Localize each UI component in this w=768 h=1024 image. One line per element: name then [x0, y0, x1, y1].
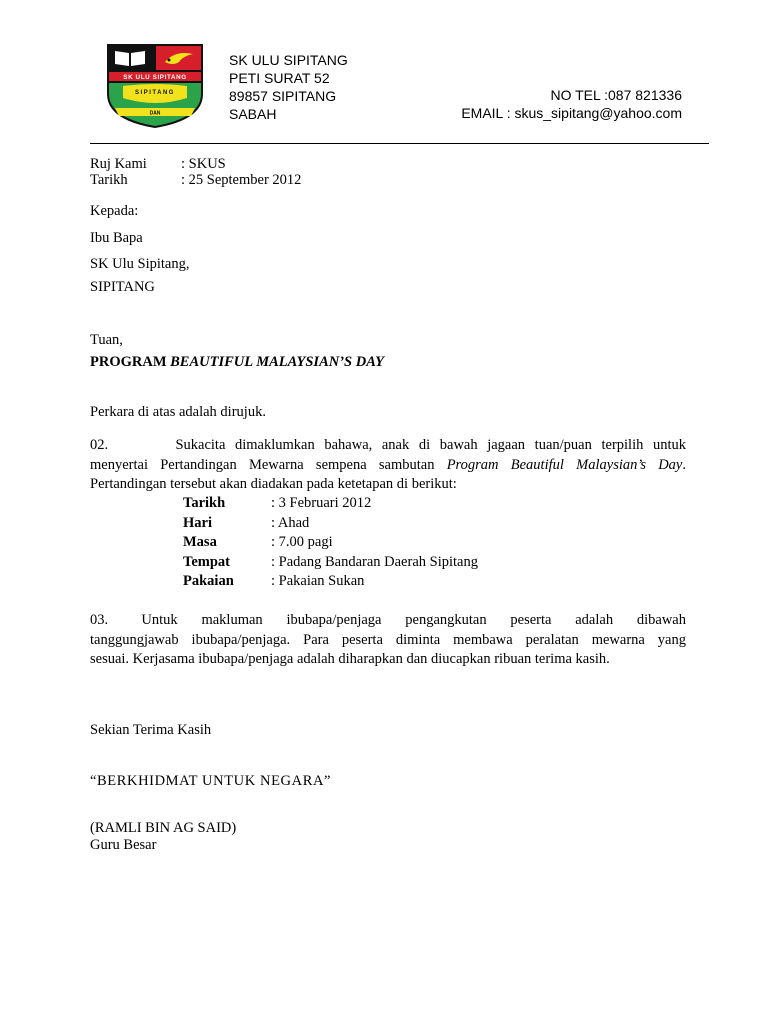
detail-label: Tarikh — [183, 495, 226, 511]
ruj-value: : SKUS — [181, 156, 226, 172]
paragraph-02-line-2-b: . — [682, 456, 686, 473]
telephone: NO TEL :087 821336 — [550, 87, 682, 103]
detail-row — [183, 553, 478, 573]
tarikh-label: Tarikh — [90, 172, 128, 188]
paragraph-03 — [90, 611, 686, 670]
paragraph-02 — [90, 436, 686, 495]
program-name-italic: Program Beautiful Malaysian’s Day — [446, 456, 683, 473]
salutation: Tuan, — [90, 332, 123, 348]
intro-line: Perkara di atas adalah dirujuk. — [90, 404, 266, 420]
paragraph-02-line-2-a: menyertai Pertandingan Mewarna sempena sambutan — [90, 456, 447, 473]
paragraph-03-line-2: tanggungjawab ibubapa/penjaga. Para peserta diminta membawa peralatan mewarna yang — [90, 631, 686, 648]
detail-value: : 7.00 pagi — [271, 534, 333, 550]
ruj-label: Ruj Kami — [90, 156, 147, 172]
signatory-name: (RAMLI BIN AG SAID) — [90, 820, 237, 836]
event-details — [183, 494, 478, 592]
recipient-line-1: Ibu Bapa — [90, 230, 143, 246]
paragraph-03-line-3: sesuai. Kerjasama ibubapa/penjaga adalah diharapkan dan diucapkan ribuan terima kasih. — [90, 651, 610, 667]
school-crest-logo — [105, 42, 205, 130]
crest-banner-text: SK ULU SIPITANG — [123, 74, 187, 81]
detail-value: : Padang Bandaran Daerah Sipitang — [271, 553, 478, 570]
tarikh-value: : 25 September 2012 — [181, 172, 302, 188]
detail-label: Hari — [183, 514, 212, 531]
book-icon — [115, 51, 145, 66]
closing-line: Sekian Terima Kasih — [90, 722, 212, 738]
reference-row — [90, 156, 301, 172]
signatory-title: Guru Besar — [90, 837, 157, 853]
header-divider — [90, 143, 709, 144]
detail-value: : 3 Februari 2012 — [271, 495, 372, 511]
detail-label: Pakaian — [183, 573, 234, 589]
school-motto: “BERKHIDMAT UNTUK NEGARA” — [90, 773, 332, 789]
school-contact-block — [461, 86, 682, 122]
subject-prefix: PROGRAM — [90, 354, 171, 370]
paragraph-03-line-1: 03. Untuk makluman ibubapa/penjaga pengangkutan peserta adalah dibawah — [90, 612, 686, 628]
school-name: SK ULU SIPITANG — [229, 52, 348, 68]
kepada-label: Kepada: — [90, 203, 139, 219]
email: EMAIL : skus_sipitang@yahoo.com — [461, 105, 682, 121]
detail-row — [183, 533, 478, 553]
date-row — [90, 172, 301, 188]
school-address-block — [229, 51, 348, 123]
recipient-line-3: SIPITANG — [90, 279, 155, 295]
crest-ribbon-text: DAN — [149, 110, 161, 117]
postcode-town: 89857 SIPITANG — [229, 88, 337, 104]
po-box: PETI SURAT 52 — [229, 70, 330, 86]
reference-block — [90, 156, 301, 188]
paragraph-02-line-3: Pertandingan tersebut akan diadakan pada ketetapan di berikut: — [90, 476, 457, 492]
paragraph-02-line-1: 02. Sukacita dimaklumkan bahawa, anak di bawah jagaan tuan/puan terpilih untuk — [90, 437, 686, 453]
subject-line — [90, 354, 384, 371]
detail-value: : Ahad — [271, 514, 310, 531]
subject-italic: BEAUTIFUL MALAYSIAN’S DAY — [170, 354, 384, 370]
crest-arc-text: SIPITANG — [135, 90, 175, 96]
detail-row — [183, 572, 478, 592]
paragraph-02-line-2 — [90, 456, 686, 476]
recipient-line-2: SK Ulu Sipitang, — [90, 256, 190, 272]
detail-value: : Pakaian Sukan — [271, 573, 365, 589]
detail-row — [183, 494, 478, 514]
state: SABAH — [229, 106, 277, 122]
detail-label: Masa — [183, 534, 217, 550]
detail-row — [183, 514, 478, 534]
detail-label: Tempat — [183, 553, 230, 570]
